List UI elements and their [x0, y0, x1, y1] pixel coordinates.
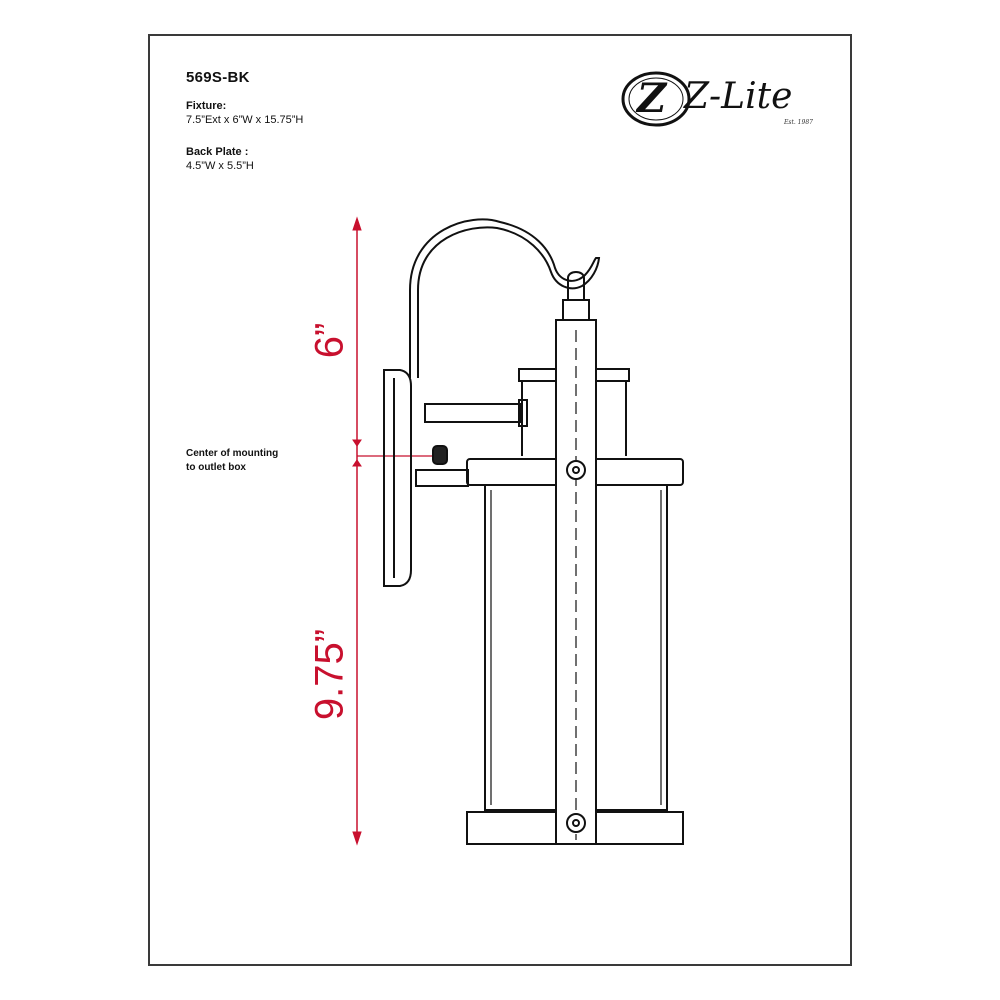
fixture-label: Fixture: — [186, 100, 227, 112]
bottom-rivet — [567, 814, 585, 832]
lower-arm-tube — [416, 470, 468, 486]
dimension-line — [353, 218, 432, 844]
logo-mark: Z — [637, 75, 667, 122]
back-plate — [384, 370, 411, 586]
hook-clip — [563, 300, 589, 322]
logo-established: Est. 1987 — [784, 119, 813, 126]
model-number: 569S-BK — [186, 69, 250, 86]
upper-arm-tube — [425, 404, 520, 422]
back-plate-dimensions: 4.5”W x 5.5”H — [186, 160, 254, 172]
logo-wordmark: Z-Lite — [684, 76, 793, 117]
back-plate-label: Back Plate : — [186, 146, 249, 158]
fixture-dimensions: 7.5”Ext x 6”W x 15.75”H — [186, 114, 304, 126]
lower-dimension-label: 9.75” — [307, 628, 352, 721]
top-rivet — [567, 461, 585, 479]
mounting-note-line-1: Center of mounting — [186, 448, 279, 459]
set-screw — [433, 446, 447, 464]
mounting-note-line-2: to outlet box — [186, 462, 246, 473]
upper-dimension-label: 6” — [307, 322, 352, 359]
